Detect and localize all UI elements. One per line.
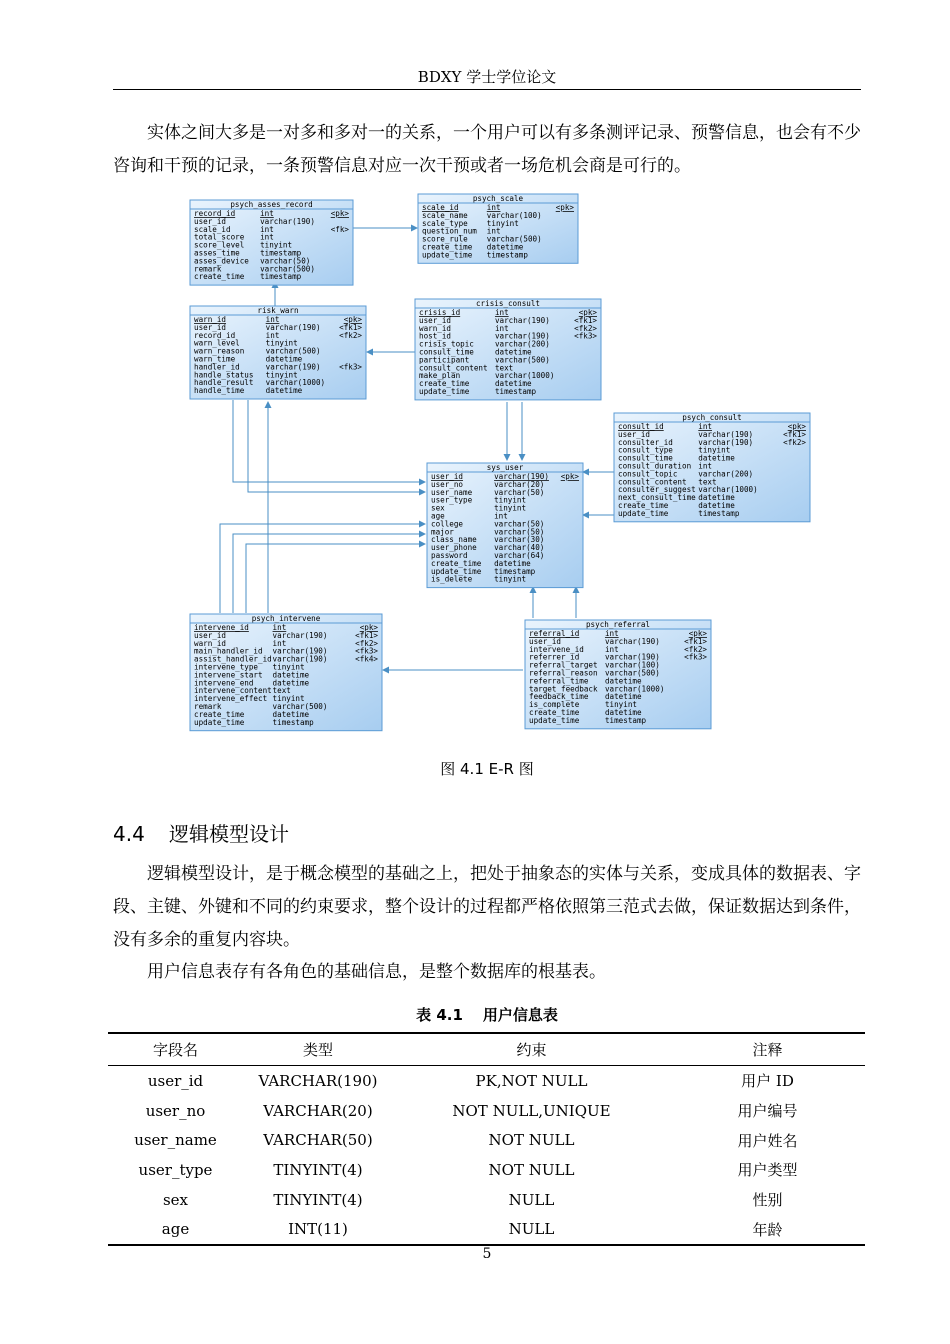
entity-field-name: intervene_id	[194, 623, 249, 632]
cell-constraint: PK,NOT NULL	[475, 1071, 588, 1090]
entity-field-name: update_time	[431, 566, 482, 576]
entity-field-type: datetime	[272, 678, 310, 688]
cell-type: VARCHAR(20)	[263, 1101, 373, 1120]
entity-field-name: remark	[194, 702, 222, 711]
intro-paragraph: 实体之间大多是一对多和多对一的关系，一个用户可以有多条测评记录、预警信息，也会有不少咨询和干预的记录，一条预警信息对应一次干预或者一场危机会商是可行的。	[113, 123, 861, 176]
entity-field-key: <fk1>	[355, 630, 378, 640]
entity-field-name: referral_reason	[529, 668, 598, 678]
entity-field-name: scale_type	[422, 218, 468, 228]
page-number: 5	[482, 1246, 492, 1262]
entity-field-name: user_id	[419, 315, 452, 325]
entity-field-name: create_time	[419, 379, 470, 389]
entity-field-name: crisis_topic	[419, 339, 474, 349]
entity-field-name: scale_name	[422, 210, 468, 220]
entity-field-name: warn_id	[419, 323, 452, 333]
entity-field-name: referral_id	[529, 629, 580, 638]
entity-field-type: tinyint	[260, 240, 293, 250]
entity-field-type: tinyint	[494, 495, 527, 505]
header-constraint: 约束	[516, 1041, 547, 1059]
table-row	[108, 1125, 865, 1155]
table-caption-number: 表 4.1	[416, 1006, 463, 1024]
cell-constraint: NULL	[508, 1190, 555, 1209]
entity-field-key: <pk>	[688, 629, 707, 638]
entity-field-key: <pk>	[359, 623, 378, 632]
cell-type: TINYINT(4)	[273, 1160, 363, 1179]
entity-field-name: is_complete	[529, 700, 580, 710]
entity-title: sys_user	[486, 463, 524, 472]
cell-comment: 用户类型	[737, 1161, 798, 1180]
entity-field-type: varchar(20)	[494, 479, 545, 489]
entity-field-name: handler_id	[194, 362, 240, 372]
entity-field-type: varchar(190)	[265, 362, 321, 372]
entity-field-name: user_phone	[431, 543, 477, 553]
entity-field-key: <fk2>	[355, 638, 378, 648]
entity-field-type: int	[486, 203, 501, 212]
entity-field-name: consulter_id	[618, 437, 673, 447]
entity-field-name: host_id	[419, 331, 452, 341]
entity-field-name: consult_content	[419, 363, 488, 373]
entity-field-type: varchar(50)	[494, 487, 545, 497]
entity-field-type: int	[260, 232, 274, 242]
entity-field-type: tinyint	[265, 370, 298, 380]
entity-field-name: create_time	[529, 708, 580, 717]
entity-field-name: score_rule	[422, 234, 468, 244]
entity-field-type: varchar(190)	[698, 429, 754, 439]
cell-comment: 用户编号	[737, 1102, 798, 1121]
entity-field-type: varchar(1000)	[265, 378, 326, 388]
entity-field-type: timestamp	[604, 715, 647, 725]
entity-field-name: consult_id	[618, 422, 664, 431]
entity-field-type: varchar(100)	[604, 660, 660, 670]
entity-field-type: varchar(190)	[494, 472, 549, 481]
entity-field-type: tinyint	[486, 218, 519, 228]
entity-field-name: referral_time	[529, 676, 589, 686]
entity-field-key: <pk>	[330, 209, 349, 218]
entity-field-name: user_type	[431, 495, 473, 505]
entity-field-key: <pk>	[787, 422, 806, 431]
entity-field-name: consulter_suggest	[618, 485, 696, 495]
entity-field-name: user_no	[431, 479, 464, 489]
entity-field-name: intervene_effect	[194, 694, 268, 704]
entity-field-name: handle_time	[194, 386, 245, 396]
entity-field-type: datetime	[265, 386, 303, 396]
entity-field-type: varchar(40)	[494, 543, 545, 553]
entity-field-name: college	[431, 519, 464, 529]
entity-title: psych_consult	[682, 413, 742, 422]
entity-field-name: create_time	[618, 501, 669, 510]
entity-field-name: make_plan	[419, 371, 461, 381]
cell-constraint: NULL	[508, 1220, 555, 1239]
entity-field-type: int	[265, 330, 280, 340]
entity-field-name: consult_content	[618, 477, 687, 487]
entity-field-type: varchar(50)	[260, 256, 311, 266]
entity-psych-consult	[614, 413, 810, 522]
entity-field-name: create_time	[422, 242, 473, 252]
entity-field-type: varchar(190)	[272, 646, 328, 656]
section-paragraph-2: 用户信息表存有各角色的基础信息，是整个数据库的根基表。	[147, 962, 606, 982]
entity-field-name: user_name	[431, 487, 473, 497]
entity-field-key: <fk>	[330, 224, 349, 234]
entity-field-name: major	[431, 527, 454, 537]
entity-field-key: <pk>	[560, 472, 579, 481]
entity-field-name: age	[431, 511, 445, 521]
entity-field-name: user_id	[194, 322, 227, 332]
entity-field-type: int	[260, 209, 274, 218]
entity-field-type: int	[604, 629, 619, 638]
entity-field-name: intervene_start	[194, 670, 263, 680]
entity-field-type: int	[486, 226, 501, 236]
cell-comment: 性别	[752, 1191, 783, 1210]
entity-field-name: assist_handler_id	[194, 654, 272, 664]
entity-field-name: create_time	[194, 272, 245, 282]
table-row	[108, 1185, 865, 1215]
entity-title: psych_asses_record	[230, 200, 313, 209]
cell-constraint: NOT NULL	[488, 1160, 575, 1179]
cell-constraint: NOT NULL	[488, 1131, 575, 1150]
header-rule	[113, 89, 861, 90]
entity-title: risk_warn	[257, 306, 299, 315]
entity-field-type: varchar(190)	[265, 322, 321, 332]
cell-type: TINYINT(4)	[273, 1190, 363, 1209]
entity-field-key: <pk>	[555, 203, 574, 212]
entity-field-key: <fk2>	[574, 323, 597, 333]
entity-field-type: datetime	[486, 242, 524, 252]
entity-field-name: crisis_id	[419, 308, 461, 317]
entity-field-name: question_num	[422, 226, 477, 236]
entity-field-name: create_time	[431, 558, 482, 568]
entity-field-name: warn_id	[194, 638, 227, 648]
entity-field-name: referral_target	[529, 660, 598, 670]
entity-field-type: varchar(190)	[260, 216, 315, 226]
entity-psych-referral	[525, 620, 711, 729]
entity-field-type: int	[698, 461, 712, 471]
entity-field-name: consult_time	[618, 453, 673, 463]
entity-field-type: varchar(190)	[494, 331, 550, 341]
entity-psych-asses-record	[190, 200, 353, 285]
entity-field-type: datetime	[272, 709, 310, 719]
entity-field-type: datetime	[494, 347, 532, 357]
entity-field-type: varchar(200)	[494, 339, 550, 349]
entity-field-type: varchar(190)	[604, 636, 660, 646]
entity-field-name: warn_id	[194, 315, 227, 324]
entity-field-type: varchar(64)	[494, 551, 545, 560]
entity-field-name: asses_device	[194, 256, 249, 266]
table-row	[108, 1066, 865, 1096]
entity-field-type: tinyint	[265, 338, 298, 348]
entity-field-name: password	[431, 551, 468, 560]
header-type: 类型	[302, 1041, 333, 1059]
table-row	[108, 1096, 865, 1126]
entity-field-type: varchar(500)	[486, 234, 542, 244]
entity-field-name: intervene_end	[194, 678, 254, 688]
entity-field-name: scale_id	[194, 224, 231, 234]
page-header: BDXY 学士学位论文	[417, 68, 557, 86]
entity-field-type: varchar(50)	[494, 519, 545, 529]
entity-field-key: <fk1>	[339, 322, 362, 332]
entity-field-name: update_time	[529, 715, 580, 725]
entity-field-name: next_consult_time	[618, 493, 696, 503]
entity-field-type: tinyint	[494, 574, 527, 584]
cell-constraint: NOT NULL,UNIQUE	[452, 1101, 611, 1120]
er-relationship-lines	[220, 228, 614, 670]
entity-field-type: varchar(500)	[604, 668, 660, 678]
entity-sys-user	[427, 463, 583, 588]
entity-field-key: <fk4>	[355, 654, 378, 664]
entity-field-type: varchar(500)	[265, 346, 321, 356]
entity-field-name: record_id	[194, 330, 236, 340]
cell-comment: 用户 ID	[741, 1072, 794, 1091]
entity-field-name: participant	[419, 355, 470, 365]
entity-field-name: update_time	[419, 387, 470, 396]
entity-field-type: timestamp	[494, 387, 537, 396]
cell-comment: 用户姓名	[737, 1131, 798, 1150]
entity-field-name: update_time	[422, 250, 473, 260]
entity-field-key: <fk1>	[574, 315, 597, 325]
entity-field-name: user_id	[529, 636, 562, 646]
entity-field-name: sex	[431, 503, 445, 513]
entity-field-name: referrer_id	[529, 652, 580, 662]
entity-field-key: <fk2>	[684, 644, 707, 654]
entity-field-name: feedback_time	[529, 692, 589, 702]
cell-type: VARCHAR(50)	[263, 1131, 373, 1150]
entity-field-type: tinyint	[272, 662, 305, 672]
entity-field-name: update_time	[618, 508, 669, 518]
entity-field-key: <pk>	[343, 315, 362, 324]
header-comment: 注释	[752, 1041, 783, 1059]
entity-field-type: int	[265, 315, 280, 324]
entity-field-type: varchar(190)	[272, 630, 328, 640]
entity-field-name: consult_duration	[618, 461, 692, 471]
entity-field-type: varchar(1000)	[604, 684, 665, 694]
entity-field-key: <fk3>	[574, 331, 597, 341]
entity-field-type: timestamp	[698, 508, 740, 518]
entity-field-type: varchar(100)	[486, 210, 542, 220]
cell-comment: 年龄	[752, 1220, 783, 1239]
entity-field-type: varchar(50)	[494, 527, 545, 537]
section-number: 4.4	[113, 822, 145, 846]
table-row	[108, 1155, 865, 1185]
er-entities	[190, 194, 810, 731]
table-caption-title: 用户信息表	[482, 1006, 558, 1024]
entity-crisis-consult	[415, 299, 601, 400]
entity-field-name: user_id	[194, 216, 227, 226]
entity-field-name: remark	[194, 264, 222, 274]
er-diagram	[185, 192, 815, 732]
entity-field-type: datetime	[272, 670, 310, 680]
entity-field-type: datetime	[494, 379, 532, 389]
entity-field-type: timestamp	[494, 566, 536, 576]
entity-field-key: <fk3>	[339, 362, 362, 372]
entity-field-name: warn_time	[194, 354, 236, 364]
entity-title: psych_scale	[472, 194, 524, 203]
cell-type: INT(11)	[288, 1220, 348, 1239]
figure-caption: 图 4.1 E-R 图	[440, 760, 534, 778]
entity-field-type: varchar(1000)	[494, 371, 555, 381]
entity-field-type: text	[494, 363, 514, 373]
entity-field-name: user_id	[431, 472, 464, 481]
entity-field-name: create_time	[194, 709, 245, 719]
entity-field-name: class_name	[431, 535, 477, 545]
entity-field-type: varchar(500)	[494, 355, 550, 365]
entity-field-type: datetime	[604, 708, 642, 717]
entity-field-name: record_id	[194, 209, 236, 218]
entity-field-key: <fk2>	[783, 437, 806, 447]
table-row	[108, 1214, 865, 1245]
entity-field-name: consult_type	[618, 445, 673, 455]
cell-field: user_no	[145, 1101, 206, 1120]
entity-field-type: datetime	[604, 692, 642, 702]
entity-field-name: warn_level	[194, 338, 240, 348]
entity-field-type: int	[272, 623, 287, 632]
entity-field-type: timestamp	[260, 272, 302, 282]
entity-psych-scale	[418, 194, 578, 263]
entity-field-type: int	[272, 638, 287, 648]
section-title: 逻辑模型设计	[169, 822, 289, 846]
entity-field-type: text	[698, 477, 717, 487]
entity-field-type: varchar(1000)	[698, 485, 758, 495]
entity-field-type: text	[272, 686, 291, 696]
entity-field-type: int	[260, 224, 274, 234]
entity-field-name: user_id	[194, 630, 227, 640]
entity-field-type: datetime	[698, 501, 735, 510]
cell-field: user_type	[138, 1160, 213, 1179]
entity-field-type: tinyint	[604, 700, 637, 710]
entity-field-name: main_handler_id	[194, 646, 263, 656]
entity-field-type: int	[494, 323, 509, 333]
entity-field-type: int	[494, 511, 508, 521]
entity-psych-intervene	[190, 614, 382, 731]
entity-field-type: varchar(200)	[698, 469, 754, 479]
entity-field-type: timestamp	[260, 248, 302, 258]
entity-field-name: handle_status	[194, 370, 254, 380]
section-paragraph: 逻辑模型设计，是于概念模型的基础之上，把处于抽象态的实体与关系，变成具体的数据表、字段、主键、外键和不同的约束要求，整个设计的过程都严格依照第三范式去做，保证数据达到条件，没有多余的重复内容块。	[113, 864, 861, 950]
entity-field-type: datetime	[265, 354, 303, 364]
entity-field-type: timestamp	[486, 250, 528, 260]
entity-field-name: intervene_content	[194, 686, 272, 696]
entity-field-type: datetime	[494, 558, 531, 568]
entity-field-name: total_score	[194, 232, 245, 242]
table-header-row	[108, 1033, 865, 1066]
entity-field-type: tinyint	[698, 445, 731, 455]
entity-title: crisis_consult	[475, 299, 541, 308]
entity-field-type: varchar(190)	[272, 654, 328, 664]
cell-field: user_id	[147, 1071, 204, 1090]
cell-type: VARCHAR(190)	[258, 1071, 378, 1090]
entity-title: psych_referral	[585, 620, 651, 629]
cell-field: sex	[162, 1190, 189, 1209]
entity-field-type: varchar(190)	[494, 315, 550, 325]
entity-risk-warn	[190, 306, 366, 399]
entity-field-type: int	[698, 422, 712, 431]
entity-field-key: <fk3>	[355, 646, 378, 656]
entity-field-type: datetime	[604, 676, 642, 686]
entity-field-type: datetime	[698, 453, 735, 463]
entity-field-type: varchar(30)	[494, 535, 545, 545]
entity-field-name: target_feedback	[529, 684, 598, 694]
entity-field-name: intervene_id	[529, 644, 584, 654]
table-caption	[113, 1004, 861, 1025]
entity-field-name: intervene_type	[194, 662, 259, 672]
entity-field-key: <fk3>	[684, 652, 707, 662]
entity-field-name: warn_reason	[194, 346, 245, 356]
entity-field-name: is_delete	[431, 574, 473, 584]
entity-field-type: tinyint	[272, 694, 305, 704]
header-field-name: 字段名	[152, 1041, 198, 1059]
entity-field-type: tinyint	[494, 503, 527, 513]
entity-field-key: <fk1>	[783, 429, 806, 439]
entity-field-name: scale_id	[422, 203, 459, 212]
entity-field-type: timestamp	[272, 717, 314, 727]
entity-field-key: <fk1>	[684, 636, 707, 646]
entity-field-type: varchar(500)	[260, 264, 315, 274]
entity-field-key: <fk2>	[339, 330, 362, 340]
cell-field: user_name	[134, 1131, 217, 1150]
entity-field-key: <pk>	[578, 308, 597, 317]
entity-field-name: score_level	[194, 240, 245, 250]
entity-field-type: varchar(190)	[604, 652, 660, 662]
entity-field-type: varchar(500)	[272, 702, 328, 711]
section-heading	[113, 818, 289, 847]
entity-field-name: consult_topic	[618, 469, 678, 479]
entity-field-type: varchar(190)	[698, 437, 754, 447]
entity-field-type: datetime	[698, 493, 735, 503]
user-info-table	[108, 1032, 865, 1246]
entity-field-name: user_id	[618, 429, 651, 439]
entity-field-name: handle_result	[194, 378, 254, 388]
entity-field-type: int	[604, 644, 619, 654]
entity-field-name: update_time	[194, 717, 245, 727]
entity-field-type: int	[494, 308, 509, 317]
entity-field-name: consult_time	[419, 347, 474, 357]
entity-title: psych_intervene	[251, 614, 321, 623]
cell-field: age	[161, 1220, 190, 1239]
entity-field-name: asses_time	[194, 248, 240, 258]
